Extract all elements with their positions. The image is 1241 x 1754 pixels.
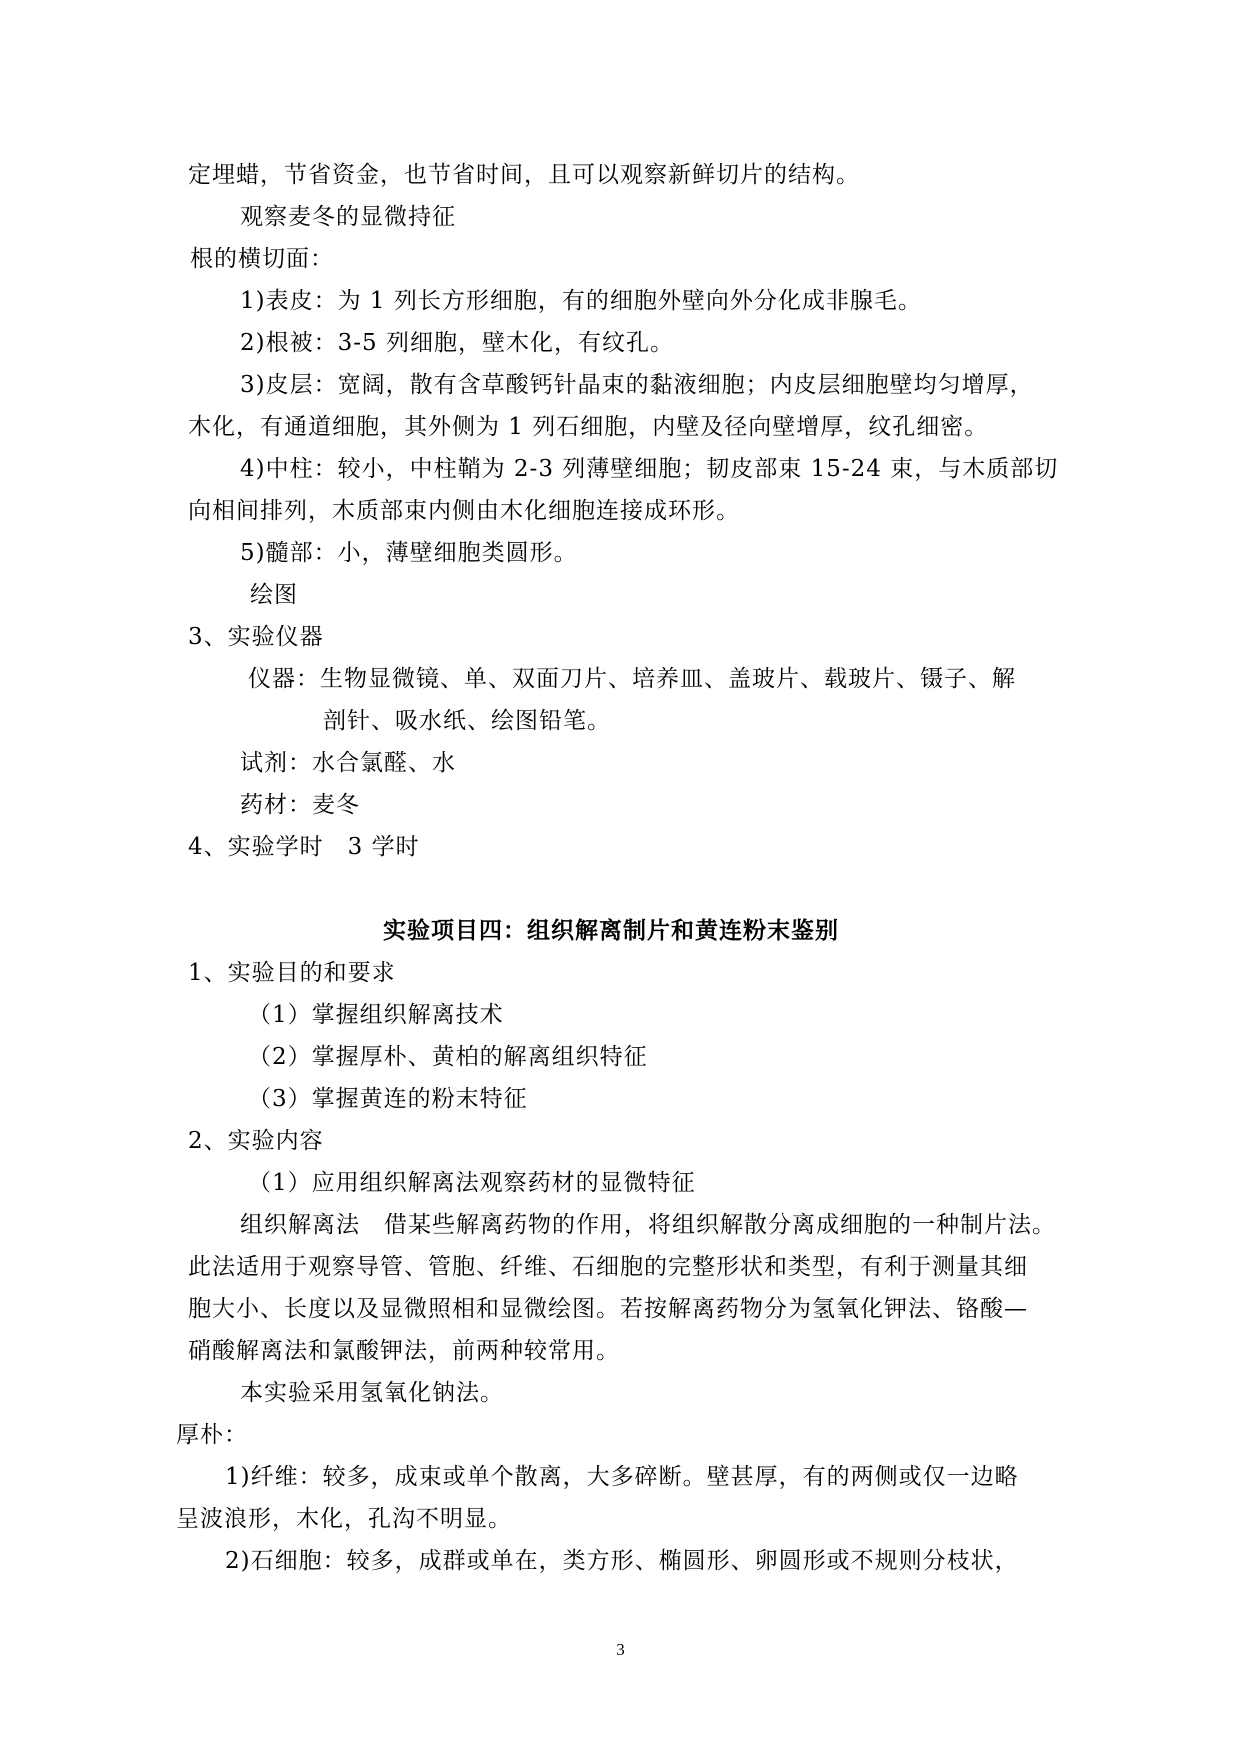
- text-line: 仪器：生物显微镜、单、双面刀片、培养皿、盖玻片、载玻片、镊子、解: [248, 666, 1016, 692]
- text-line: 厚朴：: [176, 1422, 248, 1448]
- section-heading: 2、实验内容: [188, 1128, 324, 1154]
- text-line: 4)中柱：较小，中柱鞘为 2-3 列薄壁细胞；韧皮部束 15-24 束，与木质部切: [240, 456, 1059, 482]
- text-line: 木化，有通道细胞，其外侧为 1 列石细胞，内壁及径向壁增厚，纹孔细密。: [188, 414, 989, 440]
- text-line: 试剂：水合氯醛、水: [240, 750, 456, 776]
- text-line: 1)纤维：较多，成束或单个散离，大多碎断。壁甚厚，有的两侧或仅一边略: [225, 1464, 1019, 1490]
- text-line: 呈波浪形，木化，孔沟不明显。: [176, 1506, 512, 1532]
- text-line: 5)髓部：小，薄壁细胞类圆形。: [240, 540, 578, 566]
- list-item: （2）掌握厚朴、黄柏的解离组织特征: [248, 1044, 648, 1070]
- text-line: 胞大小、长度以及显微照相和显微绘图。若按解离药物分为氢氧化钾法、铬酸—: [188, 1296, 1028, 1322]
- list-item: （1）掌握组织解离技术: [248, 1002, 504, 1028]
- text-line: 根的横切面：: [190, 246, 334, 272]
- text-line: 绘图: [250, 582, 298, 608]
- text-line: 硝酸解离法和氯酸钾法，前两种较常用。: [188, 1338, 620, 1364]
- text-line: 3)皮层：宽阔，散有含草酸钙针晶束的黏液细胞；内皮层细胞壁均匀增厚，: [240, 372, 1034, 398]
- text-line: 本实验采用氢氧化钠法。: [240, 1380, 504, 1406]
- list-item: （1）应用组织解离法观察药材的显微特征: [248, 1170, 696, 1196]
- section-heading: 3、实验仪器: [188, 624, 324, 650]
- list-item: （3）掌握黄连的粉末特征: [248, 1086, 528, 1112]
- text-line: 此法适用于观察导管、管胞、纤维、石细胞的完整形状和类型，有利于测量其细: [188, 1254, 1028, 1280]
- text-line: 定埋蜡，节省资金，也节省时间，且可以观察新鲜切片的结构。: [188, 162, 860, 188]
- section-heading: 4、实验学时 3 学时: [188, 834, 420, 860]
- text-line: 向相间排列，木质部束内侧由木化细胞连接成环形。: [188, 498, 740, 524]
- section-heading: 1、实验目的和要求: [188, 960, 396, 986]
- text-line: 剖针、吸水纸、绘图铅笔。: [323, 708, 611, 734]
- text-line: 药材：麦冬: [240, 792, 360, 818]
- text-line: 2)石细胞：较多，成群或单在，类方形、椭圆形、卵圆形或不规则分枝状，: [225, 1548, 1019, 1574]
- text-line: 组织解离法 借某些解离药物的作用，将组织解散分离成细胞的一种制片法。: [240, 1212, 1056, 1238]
- text-line: 1)表皮：为 1 列长方形细胞，有的细胞外壁向外分化成非腺毛。: [240, 288, 922, 314]
- page-number: 3: [616, 1640, 625, 1659]
- experiment-title: 实验项目四：组织解离制片和黄连粉末鉴别: [383, 917, 839, 944]
- text-line: 观察麦冬的显微持征: [240, 204, 456, 230]
- text-line: 2)根被：3-5 列细胞，壁木化，有纹孔。: [240, 330, 674, 356]
